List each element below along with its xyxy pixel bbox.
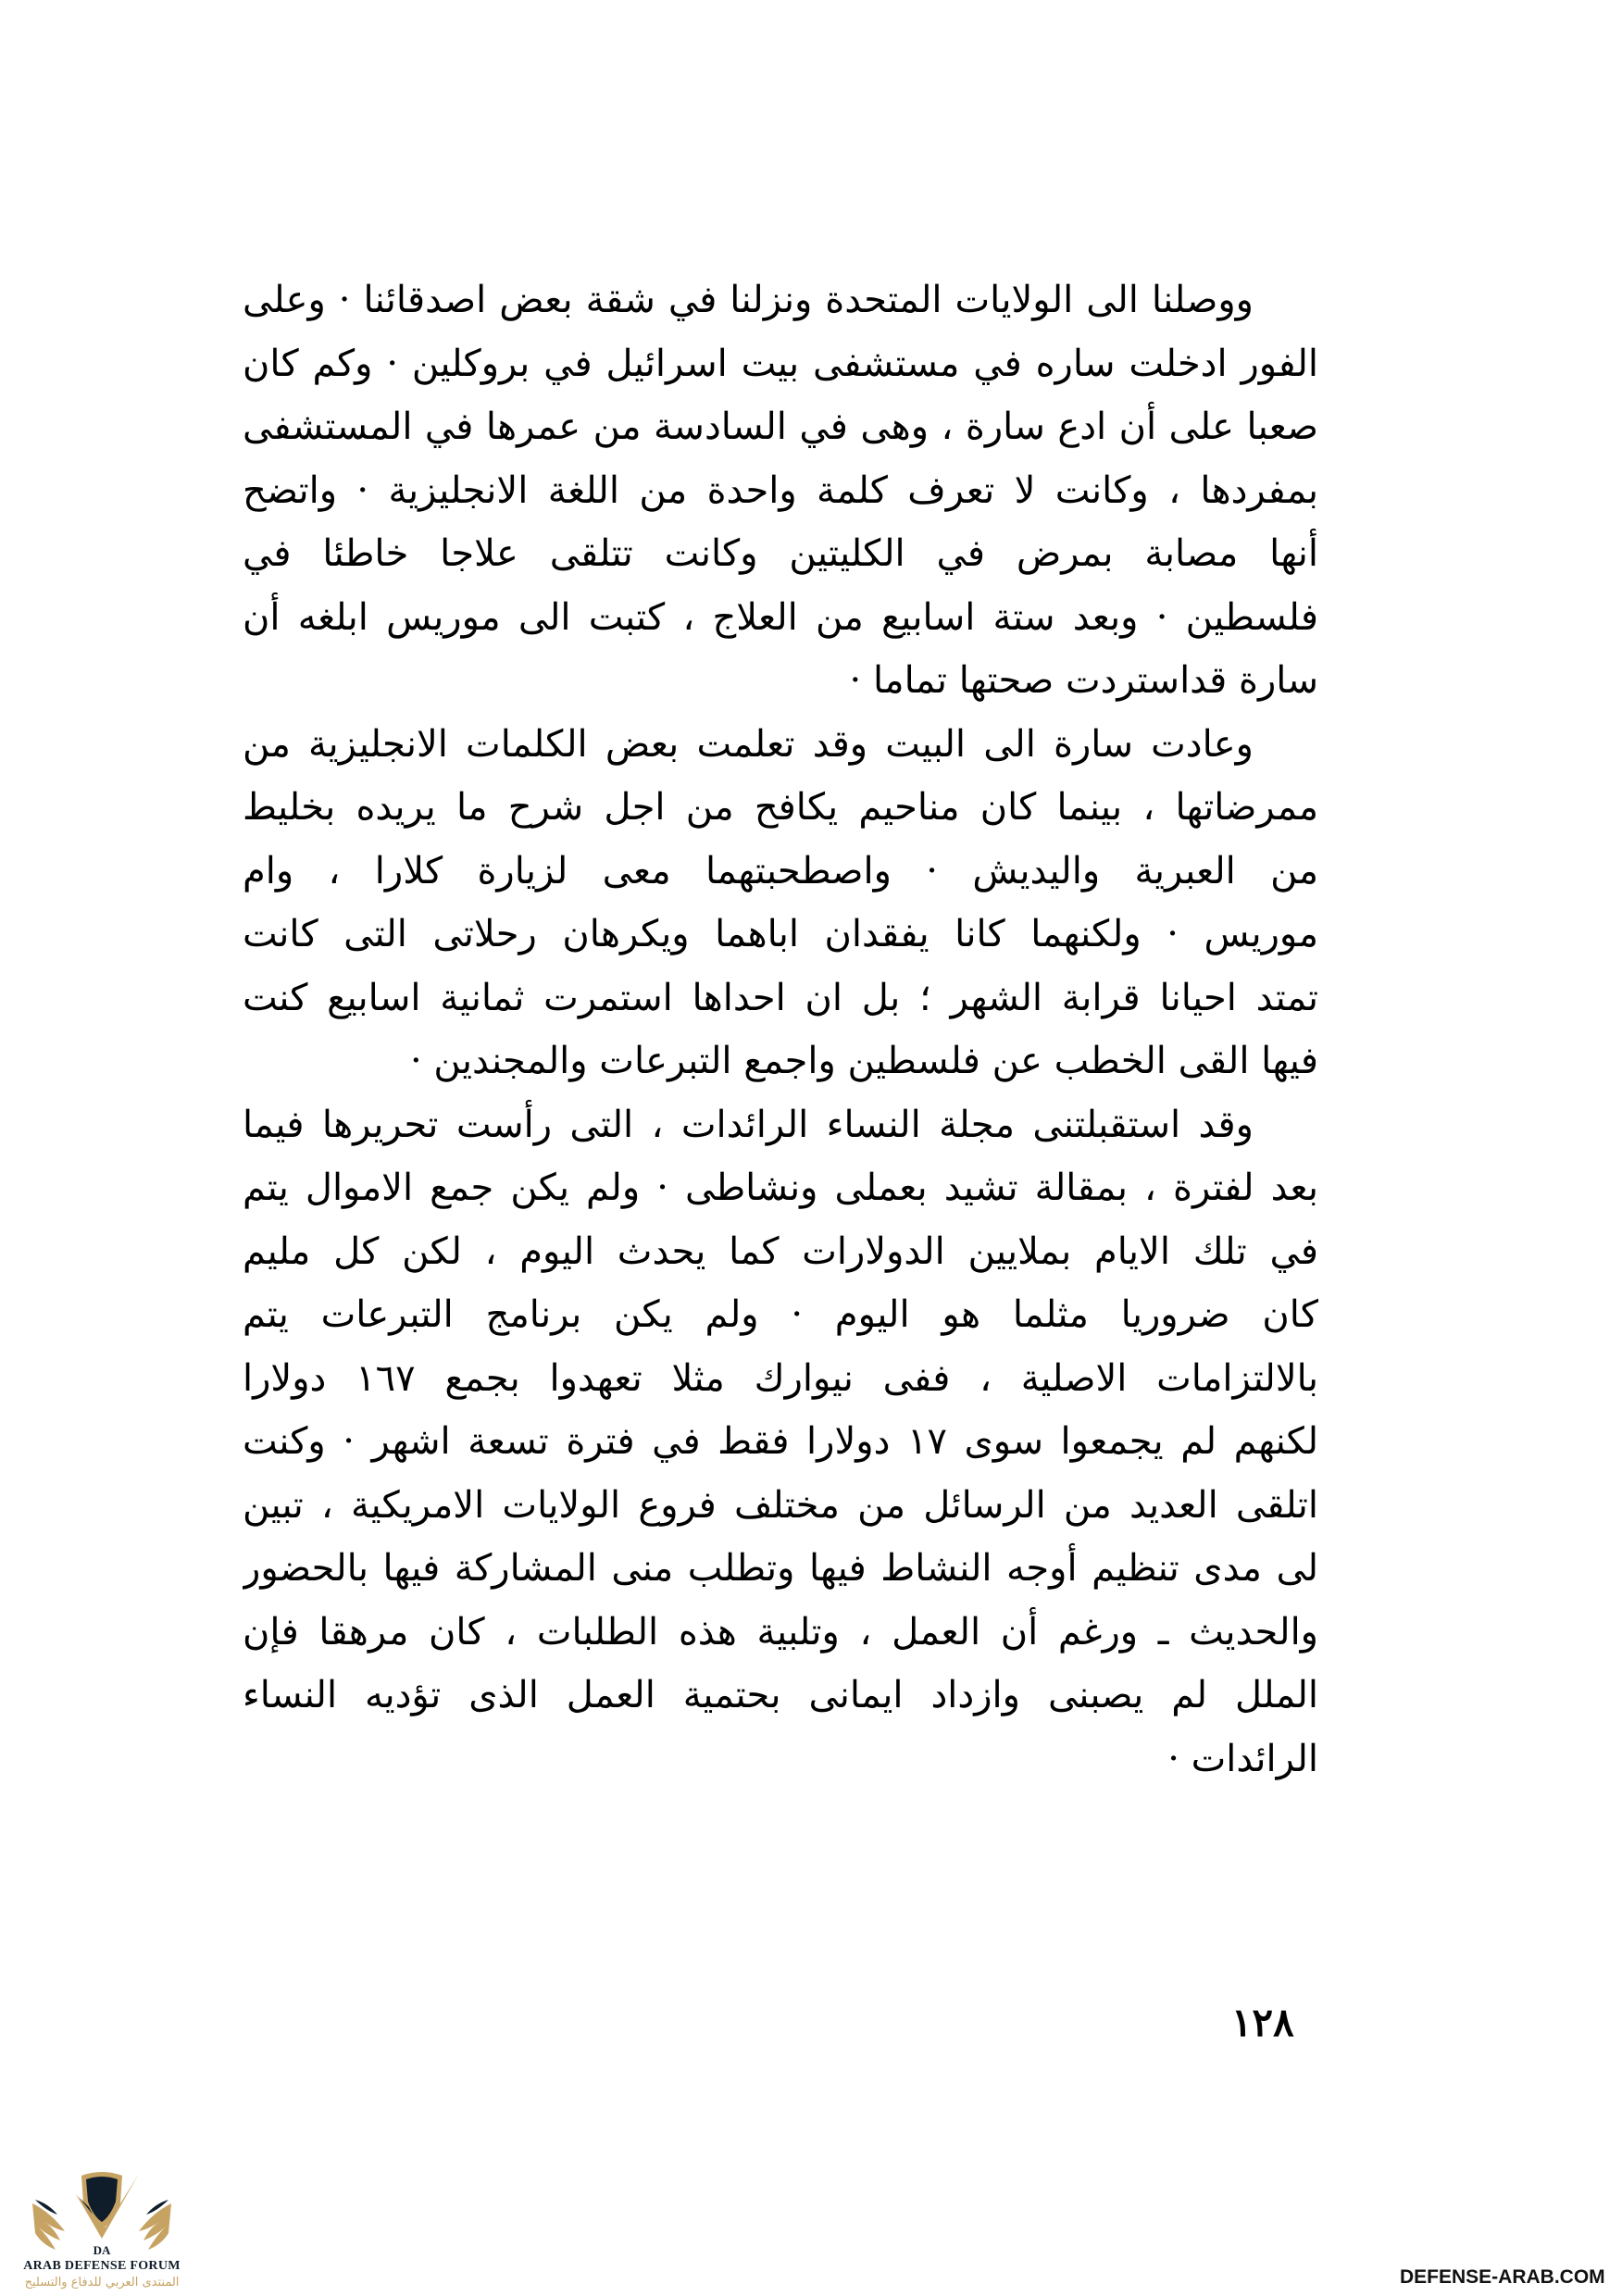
site-watermark: DEFENSE-ARAB.COM (1400, 2266, 1605, 2288)
text-line: صعبا على أن ادع سارة ، وهى في السادسة من عمرها في المستشفى (243, 406, 1318, 448)
text-line: الفور ادخلت ساره في مستشفى بيت اسرائيل في بروكلين · وكم كان (243, 342, 1318, 385)
shield-wings-icon (28, 2166, 176, 2259)
logo-title-english: ARAB DEFENSE FORUM (23, 2259, 181, 2273)
paragraph (243, 268, 1318, 713)
text-line: أنها مصابة بمرض في الكليتين وكانت تتلقى علاجا خاطئا في (243, 532, 1318, 575)
text-line: بمفردها ، وكانت لا تعرف كلمة واحدة من اللغة الانجليزية · واتضح (243, 468, 1318, 512)
text-line: فلسطين · وبعد ستة اسابيع من العلاج ، كتبت الى موريس ابلغه أن (243, 595, 1318, 639)
text-line: سارة قداستردت صحتها تماما · (849, 659, 1318, 702)
logo-monogram: DA (93, 2243, 111, 2257)
book-page-text (243, 268, 1318, 1791)
paragraph (243, 713, 1318, 1093)
text-line: في تلك الايام بملايين الدولارات كما يحدث اليوم ، لكن كل مليم (243, 1229, 1318, 1273)
text-line: الملل لم يصبنى وازداد ايمانى بحتمية العمل الذى تؤديه النساء (243, 1674, 1318, 1716)
text-line: كان ضروريا مثلما هو اليوم · ولم يكن برنامج التبرعات يتم (243, 1293, 1318, 1336)
text-line: بعد لفترة ، بمقالة تشيد بعملى ونشاطى · ولم يكن جمع الاموال يتم (243, 1167, 1318, 1209)
text-line: بالالتزامات الاصلية ، ففى نيوارك مثلا تعهدوا بجمع ١٦٧ دولارا (243, 1356, 1318, 1400)
text-line: فيها القى الخطب عن فلسطين واجمع التبرعات والمجندين · (409, 1040, 1318, 1082)
text-line: لكنهم لم يجمعوا سوى ١٧ دولارا فقط في فترة تسعة اشهر · وكنت (243, 1420, 1318, 1463)
text-line: ممرضاتها ، بينما كان مناحيم يكافح من اجل شرح ما يريده بخليط (243, 786, 1318, 829)
text-line: والحديث ـ ورغم أن العمل ، وتلبية هذه الطلبات ، كان مرهقا فإن (243, 1610, 1318, 1653)
page-number: ١٢٨ (1231, 2000, 1294, 2045)
text-line: وقد استقبلتنى مجلة النساء الرائدات ، التى رأست تحريرها فيما (243, 1103, 1254, 1146)
paragraph (243, 1093, 1318, 1791)
text-line: من العبرية واليديش · واصطحبتهما معى لزيارة كلارا ، وام (243, 849, 1318, 892)
text-line: اتلقى العديد من الرسائل من مختلف فروع الولايات الامريكية ، تبين (243, 1483, 1318, 1527)
text-line: ووصلنا الى الولايات المتحدة ونزلنا في شقة بعض اصدقائنا · وعلى (243, 279, 1254, 321)
arab-defense-forum-logo (9, 2166, 194, 2296)
text-line: الرائدات · (1167, 1737, 1318, 1780)
text-line: وعادت سارة الى البيت وقد تعلمت بعض الكلمات الانجليزية من (243, 722, 1254, 766)
text-line: موريس · ولكنهما كانا يفقدان اباهما ويكرهان رحلاتى التى كانت (243, 913, 1318, 955)
text-line: لى مدى تنظيم أوجه النشاط فيها وتطلب منى المشاركة فيها بالحضور (243, 1547, 1318, 1590)
logo-title-arabic: المنتدى العربي للدفاع والتسليح (24, 2276, 180, 2290)
text-line: تمتد احيانا قرابة الشهر ؛ بل ان احداها استمرت ثمانية اسابيع كنت (243, 976, 1318, 1019)
